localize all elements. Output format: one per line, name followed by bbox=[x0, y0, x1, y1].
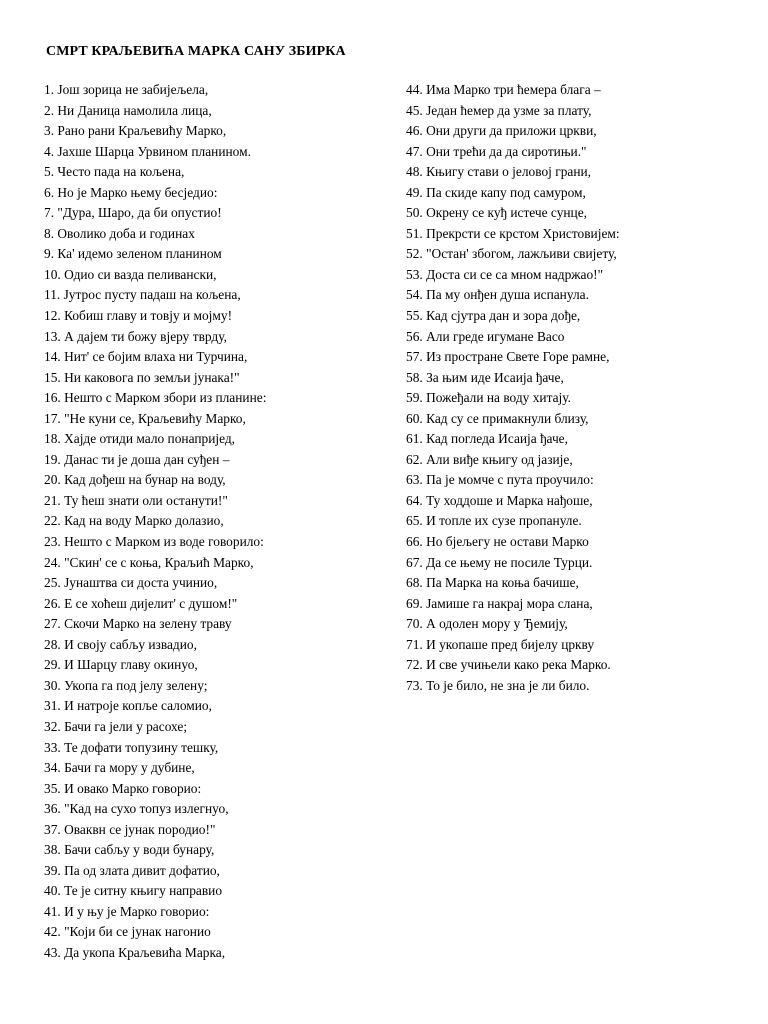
document-title: СМРТ КРАЉЕВИЋА МАРКА САНУ ЗБИРКА bbox=[46, 44, 346, 59]
verse-line: 43. Да укопа Краљевића Марка, bbox=[44, 944, 226, 960]
verse-line: 3. Рано рани Краљевићу Марко, bbox=[44, 123, 227, 139]
verse-line: 20. Кад дођеш на бунар на воду, bbox=[44, 472, 226, 488]
verse-line: 51. Прекрсти се крстом Христовијем: bbox=[406, 225, 620, 241]
verse-line: 32. Бачи га јели у расохе; bbox=[44, 718, 188, 734]
verse-line: 16. Нешто с Марком збори из планине: bbox=[44, 390, 267, 406]
verse-line: 40. Те је ситну књигу направио bbox=[44, 883, 223, 899]
verse-line: 11. Јутрос пусту падаш на кољена, bbox=[44, 287, 241, 303]
verse-line: 48. Књигу стави о јеловој грани, bbox=[406, 164, 592, 180]
verse-line: 49. Па скиде капу под самуром, bbox=[406, 184, 586, 200]
verse-line: 44. Има Марко три ћемера блага – bbox=[406, 82, 601, 97]
verse-line: 5. Често пада на кољена, bbox=[44, 164, 185, 180]
verse-line: 73. То је било, не зна је ли било. bbox=[406, 677, 590, 693]
verse-line: 66. Но бјељегу не остави Марко bbox=[406, 534, 589, 550]
verse-line: 60. Кад су се примакнули близу, bbox=[406, 410, 589, 426]
verse-line: 15. Ни каковога по земљи јунака!" bbox=[44, 369, 240, 385]
verse-line: 24. "Скин' се с коња, Краљић Марко, bbox=[44, 554, 254, 570]
verse-line: 18. Хајде отиди мало понапријед, bbox=[44, 431, 236, 447]
verse-line: 59. Пожеђали на воду хитају. bbox=[406, 390, 571, 406]
verse-line: 1. Још зорица не забијељела, bbox=[44, 82, 209, 97]
verse-line: 37. Оваквн се јунак породио!" bbox=[44, 821, 216, 837]
verse-line: 21. Ту ћеш знати оли останути!" bbox=[44, 492, 228, 508]
right-column bbox=[406, 80, 746, 696]
verse-line: 30. Укопа га под јелу зелену; bbox=[44, 677, 208, 693]
verse-line: 54. Па му онђен душа испанула. bbox=[406, 287, 589, 303]
verse-line: 25. Јунаштва си доста учинио, bbox=[44, 575, 218, 591]
verse-line: 27. Скочи Марко на зелену траву bbox=[44, 616, 232, 632]
verse-line: 62. Али виђе књигу од јазије, bbox=[406, 451, 573, 467]
verse-line: 17. "Не куни се, Краљевићу Марко, bbox=[44, 410, 246, 426]
verse-line: 9. Ка' идемо зеленом планином bbox=[44, 246, 222, 262]
verse-line: 35. И овако Марко говорио: bbox=[44, 780, 202, 796]
verse-line: 42. "Који би се јунак нагонио bbox=[44, 924, 211, 940]
left-column bbox=[44, 80, 384, 964]
verse-line: 4. Јахше Шарца Урвином планином. bbox=[44, 143, 251, 159]
verse-line: 57. Из простране Свете Горе рамне, bbox=[406, 349, 610, 365]
verse-line: 53. Доста си се са мном надржао!" bbox=[406, 266, 604, 282]
verse-line: 67. Да се њему не посиле Турци. bbox=[406, 554, 593, 570]
verse-line: 19. Данас ти је доша дан суђен – bbox=[44, 451, 230, 467]
verse-line: 41. И у њу је Марко говорио: bbox=[44, 903, 210, 919]
verse-line: 58. За њим иде Исаија ђаче, bbox=[406, 369, 564, 385]
verse-line: 70. А одолен мору у Ђемију, bbox=[406, 616, 568, 632]
verse-line: 13. А дајем ти божу вјеру тврду, bbox=[44, 328, 227, 344]
verse-line: 55. Кад сјутра дан и зора дође, bbox=[406, 308, 581, 324]
verse-line: 38. Бачи сабљу у води бунару, bbox=[44, 842, 215, 858]
verse-line: 68. Па Марка на коња бачише, bbox=[406, 575, 579, 591]
verse-line: 2. Ни Даница намолила лица, bbox=[44, 102, 212, 118]
verse-line: 28. И својy сабљу извадио, bbox=[44, 636, 197, 652]
verse-line: 8. Оволико доба и годинах bbox=[44, 225, 195, 241]
verse-line: 61. Кад погледа Исаија ђаче, bbox=[406, 431, 568, 447]
verse-line: 14. Нит' се бојим влаха ни Турчина, bbox=[44, 349, 248, 365]
verse-line: 63. Па је момче с пута проучило: bbox=[406, 472, 594, 488]
verse-line: 72. И све учињели како река Марко. bbox=[406, 657, 611, 673]
verse-line: 65. И топле их сузе пропануле. bbox=[406, 513, 582, 529]
verse-line: 7. "Дура, Шаро, да би опустио! bbox=[44, 205, 222, 221]
verse-line: 12. Кобиш главу и товју и мојму! bbox=[44, 308, 233, 324]
verse-line: 33. Те дофати топузину тешку, bbox=[44, 739, 219, 755]
verse-line: 71. И укопаше пред бијелу цркву bbox=[406, 636, 595, 652]
verse-line: 36. "Кад на сухо топуз излегнуо, bbox=[44, 801, 229, 817]
verse-line: 10. Одио си вазда пеливански, bbox=[44, 266, 217, 282]
verse-line: 23. Нешто с Марком из воде говорило: bbox=[44, 534, 264, 550]
verse-line: 22. Кад на воду Марко долазио, bbox=[44, 513, 224, 529]
verse-line: 34. Бачи га мору у дубине, bbox=[44, 760, 195, 776]
verse-line: 47. Они трећи да да сиротињи." bbox=[406, 143, 587, 159]
verse-line: 64. Ту ходдоше и Марка нађоше, bbox=[406, 492, 593, 508]
verse-line: 50. Окрену се куђ истече сунце, bbox=[406, 205, 588, 221]
verse-line: 46. Они други да приложи цркви, bbox=[406, 123, 597, 139]
verse-line: 52. "Остан' збогом, лажљиви свијету, bbox=[406, 246, 617, 262]
verse-line: 31. И натроје копље саломио, bbox=[44, 698, 212, 714]
verse-line: 39. Па од злата дивит дофатио, bbox=[44, 862, 220, 878]
verse-line: 45. Један ћемер да узме за плату, bbox=[406, 102, 592, 118]
verse-line: 56. Али греде игумане Васо bbox=[406, 328, 565, 344]
verse-line: 69. Јамише га накрај мора слана, bbox=[406, 595, 593, 611]
verse-line: 29. И Шарцу главу окинуо, bbox=[44, 657, 198, 673]
verse-line: 26. Е се хоћеш дијелит' с душом!" bbox=[44, 595, 238, 611]
verse-line: 6. Но је Марко њему бесједио: bbox=[44, 184, 218, 200]
